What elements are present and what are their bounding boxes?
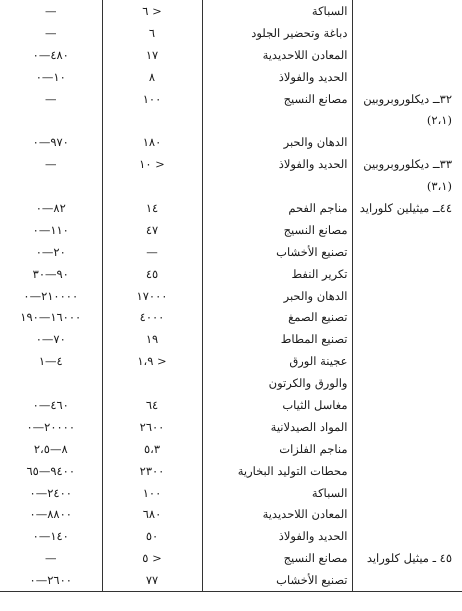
chemical-cell [352, 328, 462, 350]
chemical-cell [352, 372, 462, 394]
table-row [0, 503, 462, 525]
table-row [0, 44, 462, 66]
count-cell: ١٨٠ [102, 131, 202, 153]
count-cell [102, 372, 202, 394]
industry-cell: مصانع النسيج [202, 547, 352, 569]
chemical-cell: ٣٢ــ ديكلوروبروبين [352, 88, 462, 110]
chemical-cell [352, 241, 462, 263]
range-cell [0, 372, 102, 394]
chemical-cell: ٣٣ــ ديكلوروبروبين [352, 153, 462, 175]
range-cell: ٢٠—٠ [35, 244, 66, 259]
industry-cell: مصانع النسيج [202, 219, 352, 241]
chemical-cell [352, 460, 462, 482]
chemical-cell [352, 482, 462, 504]
range-cell: — [45, 551, 57, 566]
industry-cell: الدهان والحبر [202, 285, 352, 307]
table-row [0, 569, 462, 591]
count-cell: ٦ [102, 22, 202, 44]
range-cell: ٨٢—٠ [35, 200, 66, 215]
range-cell: — [45, 157, 57, 172]
table-row [0, 460, 462, 482]
table-row [0, 197, 462, 219]
industry-cell: مناجم الفلزات [202, 438, 352, 460]
industry-cell: والورق والكرتون [202, 372, 352, 394]
table-row [0, 372, 462, 394]
range-cell: ٩٤٠٠—٦٥ [26, 463, 76, 478]
chemical-cell [352, 44, 462, 66]
industry-cell: تصنيع الأخشاب [202, 569, 352, 591]
industry-cell: السباكة [202, 0, 352, 22]
industry-cell: الدهان والحبر [202, 131, 352, 153]
count-cell: ٤٠٠٠ [102, 306, 202, 328]
table-row [0, 219, 462, 241]
industry-cell: تكرير النفط [202, 263, 352, 285]
industry-cell: مغاسل الثياب [202, 394, 352, 416]
table-row [0, 285, 462, 307]
range-cell: ٢٠٠٠٠—٠ [26, 419, 76, 434]
chemical-cell [352, 394, 462, 416]
count-cell: < ٦ [102, 0, 202, 22]
chemical-cell [352, 350, 462, 372]
table-row [0, 438, 462, 460]
industry-cell: المعادن اللاحديدية [202, 503, 352, 525]
count-cell [102, 175, 202, 197]
industry-cell [202, 109, 352, 131]
count-cell: ١٠٠ [102, 482, 202, 504]
table-row [0, 416, 462, 438]
industry-cell: تصنيع الصمغ [202, 306, 352, 328]
count-cell: ٥،٣ [102, 438, 202, 460]
count-cell: ٦٤ [102, 394, 202, 416]
range-cell: ١٤٠—٠ [32, 529, 69, 544]
chemical-cell [352, 219, 462, 241]
chemical-cell [352, 263, 462, 285]
chemical-cell: (٣،١) [352, 175, 462, 197]
count-cell: — [102, 241, 202, 263]
count-cell: ٢٣٠٠ [102, 460, 202, 482]
range-cell: ٩٧٠—٠ [32, 135, 69, 150]
industry-cell: تصنيع الأخشاب [202, 241, 352, 263]
table-row [0, 22, 462, 44]
table-row [0, 175, 462, 197]
industry-cell [202, 175, 352, 197]
chemical-cell [352, 131, 462, 153]
range-cell: ١٠—٠ [35, 69, 66, 84]
range-cell: — [45, 25, 57, 40]
chemical-cell [352, 503, 462, 525]
table-row [0, 88, 462, 110]
table-row [0, 153, 462, 175]
industry-cell: الحديد والفولاذ [202, 153, 352, 175]
industry-cell: محطات التوليد البخارية [202, 460, 352, 482]
chemical-cell [352, 416, 462, 438]
industry-cell: المعادن اللاحديدية [202, 44, 352, 66]
range-cell: ٨٨٠٠—٠ [29, 507, 72, 522]
count-cell: ٤٧ [102, 219, 202, 241]
industry-cell: الحديد والفولاذ [202, 525, 352, 547]
table-row [0, 0, 462, 22]
range-cell: ٧٠—٠ [35, 332, 66, 347]
count-cell: < ١،٩ [102, 350, 202, 372]
chemical-cell [352, 66, 462, 88]
range-cell: ١٦٠٠٠—١٩٠ [20, 310, 82, 325]
table-row [0, 394, 462, 416]
chemical-cell: (٢،١) [352, 109, 462, 131]
range-cell: — [45, 91, 57, 106]
table-row [0, 306, 462, 328]
industry-cell: السباكة [202, 482, 352, 504]
industry-cell: دباغة وتحضير الجلود [202, 22, 352, 44]
table-row [0, 350, 462, 372]
count-cell: < ١٠ [102, 153, 202, 175]
industry-cell: مناجم الفحم [202, 197, 352, 219]
chemical-cell [352, 438, 462, 460]
industry-cell: مصانع النسيج [202, 88, 352, 110]
count-cell: < ٥ [102, 547, 202, 569]
count-cell: ١٤ [102, 197, 202, 219]
range-cell [0, 109, 102, 131]
industry-cell: المواد الصيدلانية [202, 416, 352, 438]
count-cell: ٧٧ [102, 569, 202, 591]
range-cell: ٨—٢،٥ [33, 441, 68, 456]
count-cell: ٦٨٠ [102, 503, 202, 525]
range-cell: ٤٦٠—٠ [32, 397, 69, 412]
count-cell: ٤٥ [102, 263, 202, 285]
count-cell: ١٩ [102, 328, 202, 350]
chemical-cell [352, 285, 462, 307]
count-cell: ١٠٠ [102, 88, 202, 110]
table-row [0, 547, 462, 569]
chemical-cell: ٤٥ ـ ميثيل كلورايد [352, 547, 462, 569]
count-cell: ١٧ [102, 44, 202, 66]
table-row [0, 525, 462, 547]
chemical-cell [352, 22, 462, 44]
table-row [0, 66, 462, 88]
range-cell [0, 175, 102, 197]
industry-cell: الحديد والفولاذ [202, 66, 352, 88]
chemical-cell [352, 0, 462, 22]
table-row [0, 482, 462, 504]
count-cell: ٨ [102, 66, 202, 88]
count-cell: ٥٠ [102, 525, 202, 547]
count-cell [102, 109, 202, 131]
table-row [0, 131, 462, 153]
range-cell: ٤—١ [38, 354, 63, 369]
range-cell: ٩٠—٣٠ [32, 266, 69, 281]
range-cell: ١١٠—٠ [32, 222, 69, 237]
table-row [0, 328, 462, 350]
range-cell: — [45, 3, 57, 18]
count-cell: ١٧٠٠٠ [102, 285, 202, 307]
chemical-cell: ٤٤ــ ميثيلين كلورايد [352, 197, 462, 219]
table-row [0, 241, 462, 263]
industry-cell: تصنيع المطاط [202, 328, 352, 350]
range-cell: ٢٦٠٠—٠ [0, 569, 102, 591]
table-row [0, 263, 462, 285]
range-cell: ٤٨٠—٠ [32, 47, 69, 62]
chemical-cell [352, 569, 462, 591]
range-cell: ٢٤٠٠—٠ [29, 485, 72, 500]
chemical-cell [352, 525, 462, 547]
chemical-cell [352, 306, 462, 328]
range-cell: ٢١٠٠٠٠—٠ [23, 288, 79, 303]
industry-cell: عجينة الورق [202, 350, 352, 372]
count-cell: ٢٦٠٠ [102, 416, 202, 438]
table-row [0, 109, 462, 131]
